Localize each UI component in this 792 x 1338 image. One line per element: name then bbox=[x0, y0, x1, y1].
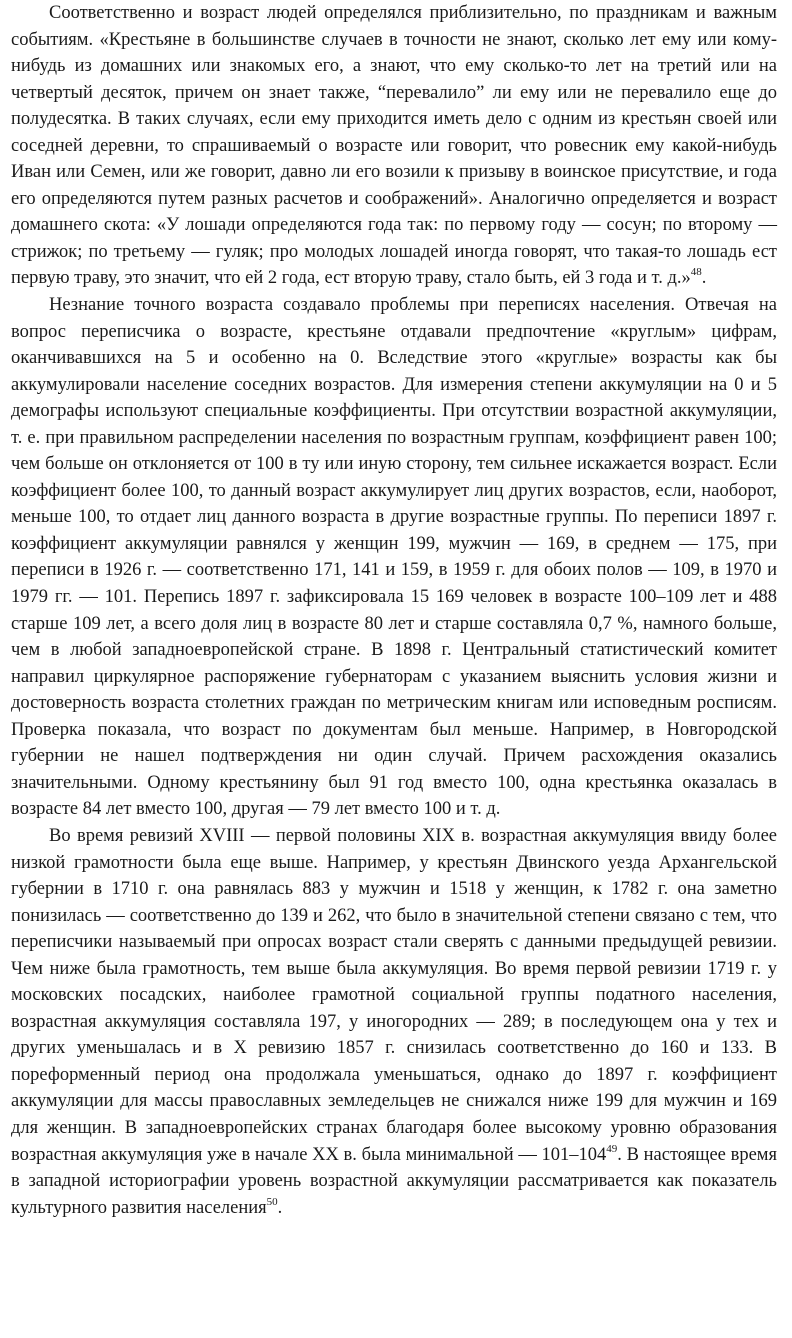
paragraph-text: Соответственно и возраст людей определялся приблизительно, по праздникам и важным событиям. «Крестьяне в большинстве случаев в точности не знают, сколько лет ему или кому-нибудь из домашних или знакомых его, а знают, что ему сколько-то лет на третий или на четвертый десяток, причем он знает также, “перевалило” ли ему или не перевалило еще до полудесятка. В таких случаях, если ему приходится иметь дело с одним из крестьян своей или соседней деревни, то спрашиваемый о возрасте или говорит, что ровесник ему какой-нибудь Иван или Семен, или же говорит, давно ли его возили к призыву в воинское присутствие, и года его определяются путем разных расчетов и соображений». Аналогично определяется и возраст домашнего скота: «У лошади определяются года так: по первому году — сосун; по второму — стрижок; по третьему — гуляк; про молодых лошадей иногда говорят, что такая-то лошадь ест первую траву, это значит, что ей 2 года, ест вторую траву, стало быть, ей 3 года и т. д.» bbox=[11, 3, 777, 289]
footnote-ref-50: 50 bbox=[266, 1195, 278, 1208]
paragraph-census-problems bbox=[11, 292, 777, 823]
paragraph-text: . В настоящее время в западной историографии уровень возрастной аккумуляции рассматривается как показатель культурного развития населения bbox=[11, 1144, 777, 1218]
paragraph-text: Во время ревизий XVIII — первой половины XIX в. возрастная аккумуляция ввиду более низкой грамотности была еще выше. Например, у крестьян Двинского уезда Архангельской губернии в 1710 г. она равнялась 883 у мужчин и 1518 у женщин, к 1782 г. она заметно понизилась — соответственно до 139 и 262, что было в значительной степени связано с тем, что переписчики называемый при опросах возраст стали сверять с данными предыдущей ревизии. Чем ниже была грамотность, тем выше была аккумуляция. Во время первой ревизии 1719 г. у московских посадских, наиболее грамотной социальной группы податного населения, возрастная аккумуляция составляла 197, у иногородних — 289; в последующем она у тех и других уменьшалась и в X ревизию 1857 г. снизилась соответственно до 160 и 133. В пореформенный период она продолжала уменьшаться, однако до 1897 г. коэффициент аккумуляции для массы православных земледельцев не снижался ниже 199 для мужчин и 169 для женщин. В западноевропейских странах благодаря более высокому уровню образования возрастная аккумуляция уже в начале XX в. была минимальной — 101–104 bbox=[11, 825, 777, 1165]
footnote-ref-48: 48 bbox=[690, 266, 702, 279]
paragraph-revisions-accumulation bbox=[11, 823, 777, 1221]
footnote-ref-49: 49 bbox=[606, 1142, 618, 1155]
page-text-body bbox=[11, 0, 777, 1221]
paragraph-text: . bbox=[701, 268, 707, 289]
paragraph-age-estimation bbox=[11, 0, 777, 292]
paragraph-text: Незнание точного возраста создавало проблемы при переписях населения. Отвечая на вопрос переписчика о возрасте, крестьяне отдавали предпочтение «круглым» цифрам, оканчивавшихся на 5 и особенно на 0. Вследствие этого «круглые» возрасты как бы аккумулировали население соседних возрастов. Для измерения степени аккумуляции на 0 и 5 демографы используют специальные коэффициенты. При отсутствии возрастной аккумуляции, т. е. при правильном распределении населения по возрастным группам, коэффициент равен 100; чем больше он отклоняется от 100 в ту или иную сторону, тем сильнее искажается возраст. Если коэффициент более 100, то данный возраст аккумулирует лиц других возрастов, если, наоборот, меньше 100, то отдает лиц данного возраста в другие возрастные группы. По переписи 1897 г. коэффициент аккумуляции равнялся у женщин 199, мужчин — 169, в среднем — 175, при переписи в 1926 г. — соответственно 171, 141 и 159, в 1959 г. для обоих полов — 109, в 1970 и 1979 гг. — 101. Перепись 1897 г. зафиксировала 15 169 человек в возрасте 100–109 лет и 488 старше 109 лет, а всего доля лиц в возрасте 80 лет и старше составляла 0,7 %, намного больше, чем в любой западноевропейской стране. В 1898 г. Центральный статистический комитет направил циркулярное распоряжение губернаторам с указанием выяснить условия жизни и достоверность возраста столетних граждан по метрическим книгам или исповедным росписям. Проверка показала, что возраст по документам был меньше. Например, в Новгородской губернии не нашел подтверждения ни один случай. Причем расхождения оказались значительными. Одному крестьянину был 91 год вместо 100, одна крестьянка оказалась в возрасте 84 лет вместо 100, другая — 79 лет вместо 100 и т. д. bbox=[11, 295, 777, 820]
paragraph-text: . bbox=[277, 1197, 283, 1218]
